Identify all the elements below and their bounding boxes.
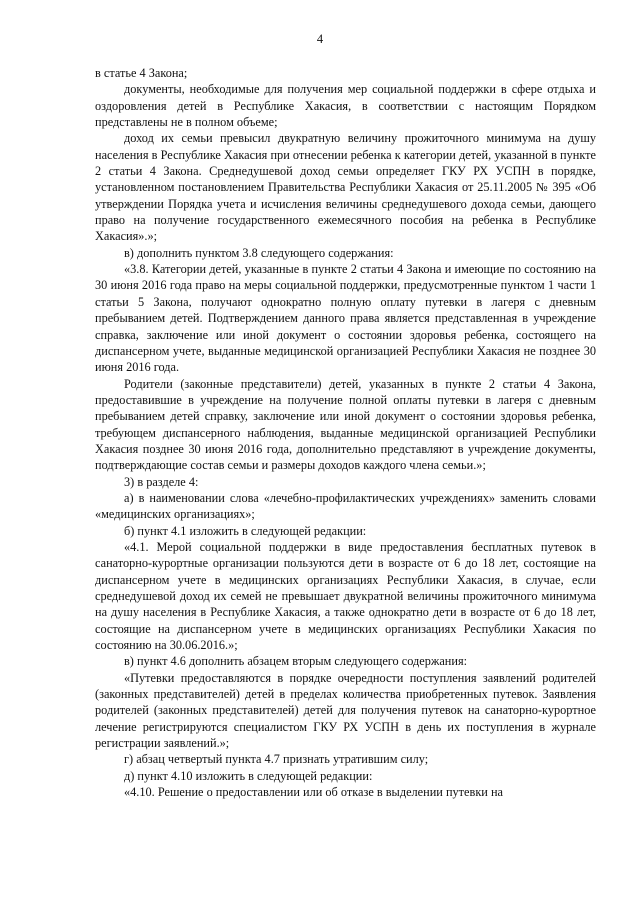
document-body — [95, 65, 596, 800]
paragraph: в) пункт 4.6 дополнить абзацем вторым следующего содержания: — [124, 654, 468, 669]
paragraph: в) дополнить пунктом 3.8 следующего содержания: — [124, 245, 394, 260]
paragraph: в статье 4 Закона; — [95, 66, 188, 80]
paragraph: 3) в разделе 4: — [124, 474, 199, 489]
paragraph: д) пункт 4.10 изложить в следующей редакции: — [124, 768, 373, 783]
paragraph: г) абзац четвертый пункта 4.7 признать утратившим силу; — [124, 752, 429, 767]
paragraph: доход их семьи превысил двукратную величину прожиточного минимума на душу населения в Республике Хакасия при отнесении ребенка к категории детей, указанной в пункте 2 статьи 4 Закона. Среднедушевой доход семьи определяет ГКУ РХ УСПН в порядке, установленном постановлением Правительства Республики Хакасия от 25.11.2005 № 395 «Об утверждении Порядка учета и исчисления величины среднедушевого дохода семьи, дающего право на получение государственного ежемесячного пособия на ребенка в Республике Хакасия».»; — [95, 131, 596, 244]
paragraph: а) в наименовании слова «лечебно-профилактических учреждениях» заменить словами «медицинских организациях»; — [95, 490, 596, 522]
paragraph: «3.8. Категории детей, указанные в пункте 2 статьи 4 Закона и имеющие по состоянию на 30 июня 2016 года право на меры социальной поддержки, предусмотренные пунктом 1 части 1 статьи 5 Закона, получают однократно полную оплату путевки в лагеря с дневным пребыванием детей. Подтверждением данного права является представленная в учреждение справка, заключение или иной документ о состоянии здоровья ребенка, состоящего на диспансерном учете, выданные медицинской организацией Республики Хакасия не позднее 30 июня 2016 года. — [95, 262, 596, 375]
page-number: 4 — [316, 32, 324, 46]
paragraph: Родители (законные представители) детей, указанных в пункте 2 статьи 4 Закона, предоставившие в учреждение на получение полной оплаты путевки в лагеря с дневным пребыванием детей справку, заключение или иной документ о состоянии здоровья ребенка, требующем диспансерного наблюдения, выданные медицинской организацией Республики Хакасия позднее 30 июня 2016 года, дополнительно представляют в учреждение документы, подтверждающие состав семьи и размеры доходов каждого члена семьи.»; — [95, 376, 596, 473]
paragraph: «Путевки предоставляются в порядке очередности поступления заявлений родителей (законных представителей) детей в пределах количества приобретенных путевок. Заявления родителей (законных представителей) детей для получения путевок на санаторно-курортное лечение регистрируются специалистом ГКУ РХ УСПН в день их поступления в журнале регистрации заявлений.»; — [95, 670, 596, 751]
paragraph: «4.10. Решение о предоставлении или об отказе в выделении путевки на — [124, 785, 503, 800]
paragraph: документы, необходимые для получения мер социальной поддержки в сфере отдыха и оздоровления детей в Республике Хакасия, в соответствии с настоящим Порядком представлены не в полном объеме; — [95, 82, 596, 130]
paragraph: «4.1. Мерой социальной поддержки в виде предоставления бесплатных путевок в санаторно-курортные организации пользуются дети в возрасте от 6 до 18 лет, состоящие на диспансерном учете в медицинских организациях Республики Хакасия, в случае, если среднедушевой доход их семей не превышает двукратной величины прожиточного минимума на душу населения в Республике Хакасия, а также однократно дети в возрасте от 6 до 18 лет, состоящие на диспансерном учете в медицинских организациях Республики Хакасия по состоянию на 30.06.2016.»; — [95, 539, 596, 653]
paragraph: б) пункт 4.1 изложить в следующей редакции: — [124, 523, 367, 538]
